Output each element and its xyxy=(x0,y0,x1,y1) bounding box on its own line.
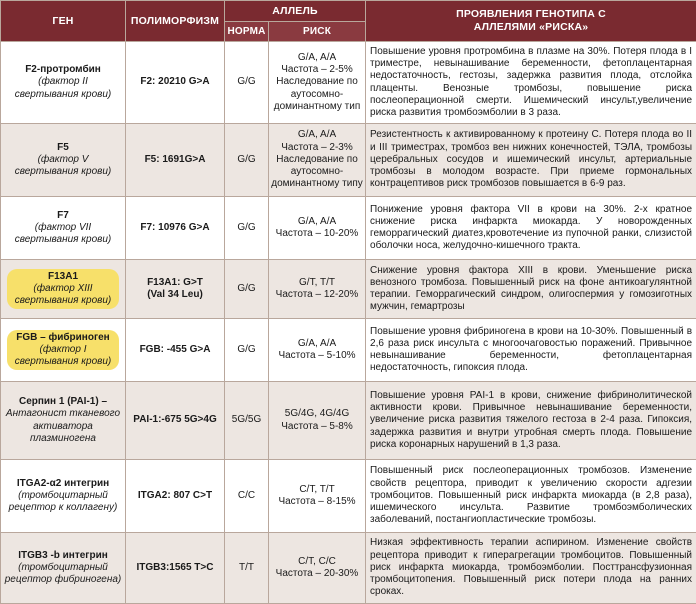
gene-description: (тромбоцитарный xyxy=(4,562,122,574)
header-manifestation-line2: АЛЛЕЛЯМИ «РИСКА» xyxy=(474,21,589,33)
gene-name: F7 xyxy=(4,210,122,222)
risk-text: Частота – 12-20% xyxy=(271,289,363,301)
gene-cell xyxy=(1,460,126,533)
norm-allele: G/G xyxy=(225,124,269,197)
gene-name: F5 xyxy=(4,142,122,154)
gene-name: FGB – фибриноген xyxy=(15,332,112,344)
manifestation-text: Повышенный риск послеоперационных тромбозов. Изменение свойств рецептора, приводит к увеличению скорости адгезии тромбоцитов. Повышенный риск инфаркта миокарда (в 2,8 раза), ишемического инсульта. Развитие тромбоэмболических заболеваний, постангиопластические тромбозы. xyxy=(366,460,696,533)
risk-text: Частота – 8-15% xyxy=(271,496,363,508)
polymorphism-text: F13A1: G>T xyxy=(128,277,222,289)
risk-text: C/T, C/C xyxy=(271,556,363,568)
gene-description: (фактор II xyxy=(4,76,122,88)
gene-name: F2-протромбин xyxy=(4,64,122,76)
highlight-marker xyxy=(7,330,120,371)
polymorphism-cell xyxy=(126,319,225,382)
norm-allele: G/G xyxy=(225,42,269,124)
gene-description: Антагонист тканевого xyxy=(4,408,122,420)
risk-cell xyxy=(269,533,366,604)
gene-name: ITGA2-α2 интегрин xyxy=(4,478,122,490)
gene-description: свертывания крови) xyxy=(4,89,122,101)
gene-name: Серпин 1 (PAI-1) – xyxy=(4,396,122,408)
risk-text: G/A, A/A xyxy=(271,52,363,64)
table-row xyxy=(1,319,696,382)
risk-text: G/A, A/A xyxy=(271,338,363,350)
polymorphism-cell xyxy=(126,382,225,460)
gene-description: свертывания крови) xyxy=(4,166,122,178)
risk-text: Частота – 5-8% xyxy=(271,421,363,433)
header-gene: ГЕН xyxy=(1,1,126,42)
gene-cell xyxy=(1,319,126,382)
gene-description: (фактор I xyxy=(15,344,112,356)
header-manifestation-line1: ПРОЯВЛЕНИЯ ГЕНОТИПА С xyxy=(456,8,606,20)
polymorphism-cell xyxy=(126,197,225,260)
gene-description: рецептор к коллагену) xyxy=(4,502,122,514)
table-row xyxy=(1,260,696,319)
gene-name: F13A1 xyxy=(15,271,112,283)
risk-cell xyxy=(269,319,366,382)
norm-allele: C/C xyxy=(225,460,269,533)
polymorphism-text: FGB: -455 G>A xyxy=(128,344,222,356)
polymorphism-text: F7: 10976 G>A xyxy=(128,222,222,234)
gene-cell xyxy=(1,197,126,260)
gene-description: плазминогена xyxy=(4,433,122,445)
manifestation-text: Понижение уровня фактора VII в крови на 30%. 2-х кратное снижение риска инфаркта миокарда. У новорожденных геморрагический диатез,кровотечение из пупочной ранки, слизистой оболочки носа, желудочно-кишечного тракта. xyxy=(366,197,696,260)
risk-text: аутосомно- xyxy=(271,166,363,178)
polymorphism-cell xyxy=(126,260,225,319)
table-row xyxy=(1,124,696,197)
polymorphism-text: ITGB3:1565 T>C xyxy=(128,562,222,574)
risk-text: G/T, T/T xyxy=(271,277,363,289)
table-row xyxy=(1,382,696,460)
polymorphism-text: ITGA2: 807 C>T xyxy=(128,490,222,502)
header-polymorphism: ПОЛИМОРФИЗМ xyxy=(126,1,225,42)
manifestation-text: Низкая эффективность терапии аспирином. Изменение свойств рецептора приводит к гиперагрегации тромбоцитов. Повышенный риск инфаркта миокарда, тромбоэмболии. Посттрансфузионная тромбоцитопения. Повышенный риск потери плода на ранних сроках. xyxy=(366,533,696,604)
highlight-marker xyxy=(7,269,120,310)
gene-cell xyxy=(1,260,126,319)
manifestation-text: Повышение уровня PAI-1 в крови, снижение фибринолитической активности крови. Привычное невынашивание беременности, увеличение риска развития тяжелого гестоза в 2-4 раза. Гипоксия, задержка развития и внутри утробная смерть плода. Повышение риска коронарных нарушений в 1,3 раза. xyxy=(366,382,696,460)
polymorphism-text: PAI-1:-675 5G>4G xyxy=(128,414,222,426)
risk-text: Наследование по xyxy=(271,76,363,88)
polymorphism-text: (Val 34 Leu) xyxy=(128,289,222,301)
risk-cell xyxy=(269,197,366,260)
gene-description: (фактор VII xyxy=(4,222,122,234)
polymorphism-cell xyxy=(126,124,225,197)
manifestation-text: Повышение уровня протромбина в плазме на 30%. Потеря плода в I триместре, невынашивание беременности, фетоплацентарная недостаточность, гестозы, задержка развития плода, отслойка плаценты. Венозные тромбозы, повышение риска послеоперационной смерти. Ишемический инсульт,увеличение риска развития тромбоэмболии в 3 раза. xyxy=(366,42,696,124)
header-manifestation xyxy=(366,1,696,42)
risk-text: Частота – 2-5% xyxy=(271,64,363,76)
gene-cell xyxy=(1,42,126,124)
header-risk: РИСК xyxy=(269,22,366,42)
risk-text: Частота – 10-20% xyxy=(271,228,363,240)
risk-text: доминантному тип xyxy=(271,101,363,113)
table-row xyxy=(1,42,696,124)
polymorphism-cell xyxy=(126,42,225,124)
gene-description: свертывания крови) xyxy=(15,356,112,368)
header-allele: АЛЛЕЛЬ xyxy=(225,1,366,22)
risk-cell xyxy=(269,42,366,124)
gene-name: ITGB3 -b интегрин xyxy=(4,550,122,562)
manifestation-text: Резистентность к активированному к протеину С. Потеря плода во II и III триместрах, тромбоз вен нижних конечностей, ТЭЛА, тромбозы церебральных сосудов и ишемический инсульт, артериальные тромбозы в молодом возрасте. При приеме гормональных контрацептивов риск тромбозов повышается в 6-9 раз. xyxy=(366,124,696,197)
header-norm: НОРМА xyxy=(225,22,269,42)
risk-text: 5G/4G, 4G/4G xyxy=(271,408,363,420)
risk-text: G/A, A/A xyxy=(271,129,363,141)
gene-description: (фактор V xyxy=(4,154,122,166)
gene-cell xyxy=(1,533,126,604)
polymorphism-cell xyxy=(126,460,225,533)
gene-cell xyxy=(1,382,126,460)
table-row xyxy=(1,197,696,260)
table-row xyxy=(1,460,696,533)
gene-description: свертывания крови) xyxy=(4,234,122,246)
norm-allele: G/G xyxy=(225,319,269,382)
risk-text: G/A, A/A xyxy=(271,216,363,228)
gene-description: (фактор XIII xyxy=(15,283,112,295)
norm-allele: G/G xyxy=(225,197,269,260)
gene-description: (тромбоцитарный xyxy=(4,490,122,502)
risk-cell xyxy=(269,260,366,319)
gene-description: активатора xyxy=(4,421,122,433)
risk-cell xyxy=(269,124,366,197)
risk-cell xyxy=(269,460,366,533)
risk-text: C/T, T/T xyxy=(271,484,363,496)
norm-allele: G/G xyxy=(225,260,269,319)
gene-description: свертывания крови) xyxy=(15,295,112,307)
polymorphism-cell xyxy=(126,533,225,604)
risk-text: Частота – 2-3% xyxy=(271,142,363,154)
norm-allele: 5G/5G xyxy=(225,382,269,460)
gene-description: рецептор фибриногена) xyxy=(4,574,122,586)
risk-text: доминантному типу xyxy=(271,178,363,190)
polymorphism-text: F2: 20210 G>A xyxy=(128,76,222,88)
table-row xyxy=(1,533,696,604)
norm-allele: T/T xyxy=(225,533,269,604)
polymorphism-text: F5: 1691G>A xyxy=(128,154,222,166)
risk-cell xyxy=(269,382,366,460)
risk-text: аутосомно- xyxy=(271,89,363,101)
risk-text: Наследование по xyxy=(271,154,363,166)
risk-text: Частота – 20-30% xyxy=(271,568,363,580)
manifestation-text: Снижение уровня фактора XIII в крови. Уменьшение риска венозного тромбоза. Повышенный риск на фоне антикоагулянтной терапии. Геморрагический синдром, олигоспермия у гомозиготных мужчин, гемартрозы xyxy=(366,260,696,319)
gene-cell xyxy=(1,124,126,197)
manifestation-text: Повышение уровня фибриногена в крови на 10-30%. Повышенный в 2,6 раза риск инсульта с многоочаговостью поражений. Привычное невынашивание беременности, фетоплацентарная недостаточность, гипоксия плода. xyxy=(366,319,696,382)
risk-text: Частота – 5-10% xyxy=(271,350,363,362)
